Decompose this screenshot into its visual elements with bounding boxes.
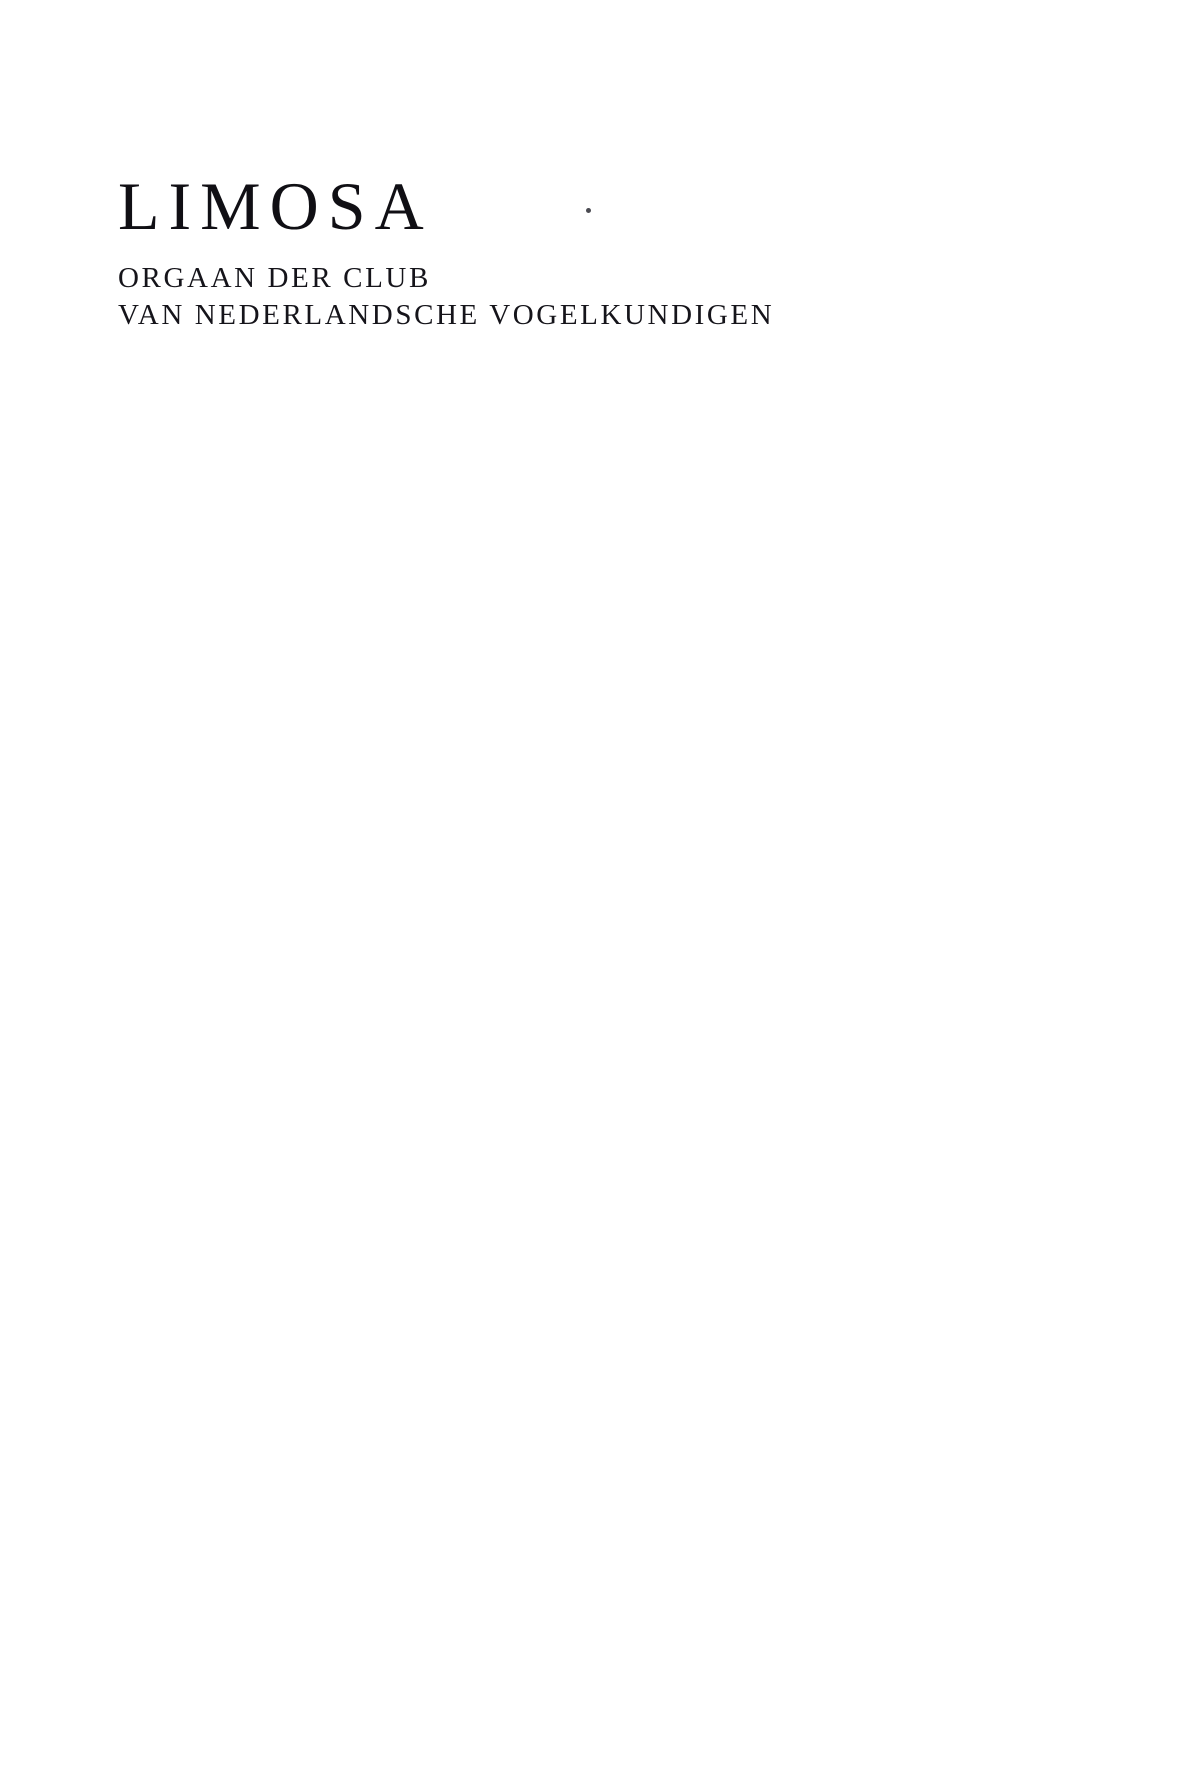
page-title: LIMOSA xyxy=(118,168,433,244)
subtitle-line-2: VAN NEDERLANDSCHE VOGELKUNDIGEN xyxy=(118,299,775,332)
subtitle-block xyxy=(118,260,1018,334)
subtitle-line-1: ORGAAN DER CLUB xyxy=(118,262,431,294)
decorative-dot xyxy=(586,208,591,213)
masthead xyxy=(118,168,1018,334)
